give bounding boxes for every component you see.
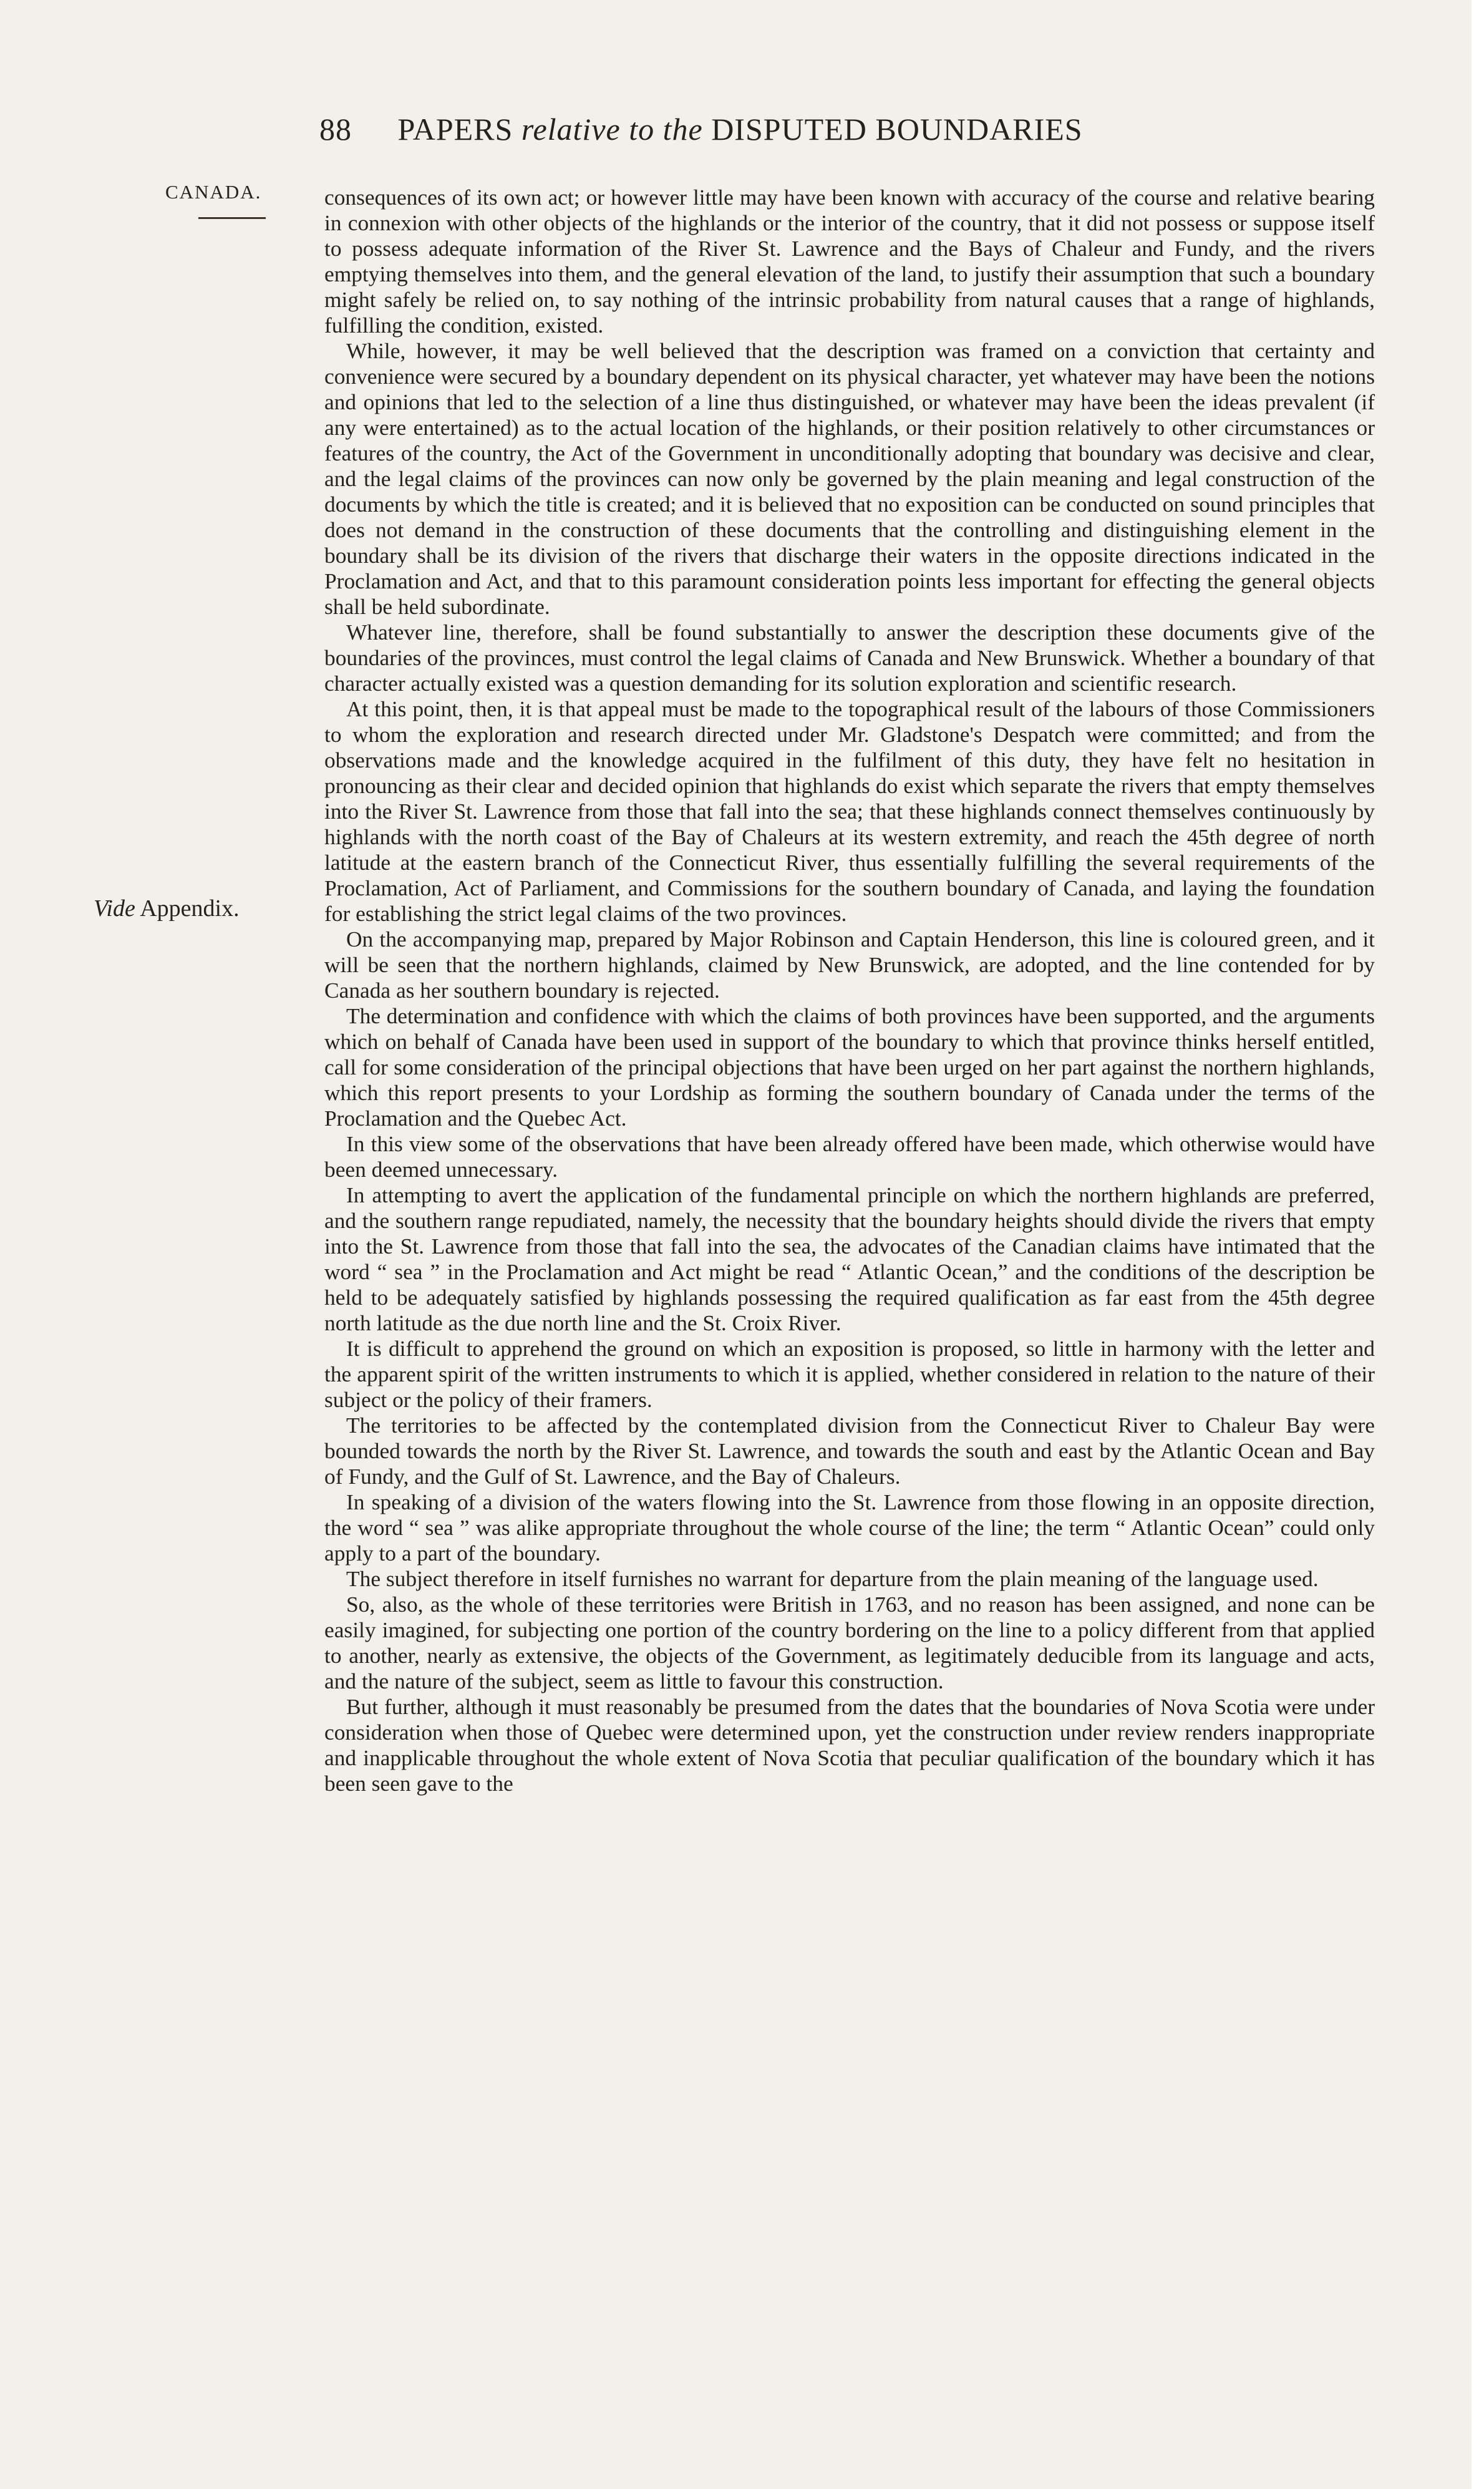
paragraph: So, also, as the whole of these territories were British in 1763, and no reason has been assigned, and none can be easily imagined, for subjecting one portion of the country bordering on the line to a policy different from that applied to another, nearly as extensive, the objects of the Government, as legitimately deducible from its language and acts, and the nature of the subject, seem as little to favour this construction. (324, 1592, 1375, 1693)
running-title-end: DISPUTED BOUNDARIES (711, 112, 1083, 147)
running-title-italic: relative to the (521, 112, 703, 147)
paragraph: Whatever line, therefore, shall be found substantially to answer the description these documents give of the boundaries of the provinces, must control the legal claims of Canada and New Brunswick. Whether a boundary of that character actually existed was a question demanding for its solution exploration and scientific research. (324, 620, 1375, 696)
paragraph: But further, although it must reasonably be presumed from the dates that the boundaries of Nova Scotia were under consideration when those of Quebec were determined upon, yet the construction under review renders inappropriate and inapplicable throughout the whole extent of Nova Scotia that peculiar qualification of the boundary which it has been seen gave to the (324, 1694, 1375, 1796)
paragraph: In speaking of a division of the waters flowing into the St. Lawrence from those flowing in an opposite direction, the word “ sea ” was alike appropriate throughout the whole course of the line; the term “ Atlantic Ocean” could only apply to a part of the boundary. (324, 1489, 1375, 1566)
page-header (319, 111, 1083, 147)
paragraph: At this point, then, it is that appeal must be made to the topographical result of the labours of those Commissioners to whom the exploration and research directed under Mr. Gladstone's Despatch were committed; and from the observations made and the knowledge acquired in the fulfilment of this duty, they have felt no hesitation in pronouncing as their clear and decided opinion that highlands do exist which separate the rivers that empty themselves into the River St. Lawrence from those that fall into the sea; that these highlands connect themselves continuously by highlands with the north coast of the Bay of Chaleurs at its western extremity, and reach the 45th degree of north latitude at the eastern branch of the Connecticut River, thus essentially fulfilling the several requirements of the Proclamation, Act of Parliament, and Commissions for the southern boundary of Canada, and laying the foundation for establishing the strict legal claims of the two provinces. (324, 696, 1375, 926)
paragraph: The subject therefore in itself furnishes no warrant for departure from the plain meaning of the language used. (346, 1566, 1319, 1591)
page-number: 88 (319, 112, 352, 147)
paragraph: In this view some of the observations that have been already offered have been made, which otherwise would have been deemed unnecessary. (324, 1131, 1375, 1182)
margin-rule (198, 217, 266, 219)
margin-note-italic: Vide (94, 895, 135, 922)
page-edge (1472, 0, 1484, 2489)
paragraph: The territories to be affected by the contemplated division from the Connecticut River to Chaleur Bay were bounded towards the north by the River St. Lawrence, and towards the south and east by the Atlantic Ocean and Bay of Fundy, and the Gulf of St. Lawrence, and the Bay of Chaleurs. (324, 1413, 1375, 1489)
margin-note (94, 895, 240, 922)
paragraph: While, however, it may be well believed that the description was framed on a conviction that certainty and convenience were secured by a boundary dependent on its physical character, yet whatever may have been the notions and opinions that led to the selection of a line thus distinguished, or whatever may have been the ideas prevalent (if any were entertained) as to the actual location of the highlands, or their position relatively to other circumstances or features of the country, the Act of the Government in unconditionally adopting that boundary was decisive and clear, and the legal claims of the provinces can now only be governed by the plain meaning and legal construction of the documents by which the title is created; and it is believed that no exposition can be conducted on sound principles that does not demand in the construction of these documents that the controlling and distinguishing element in the boundary shall be its division of the rivers that discharge their waters in the opposite directions indicated in the Proclamation and Act, and that to this paramount consideration points less important for effecting the general objects shall be held subordinate. (324, 338, 1375, 619)
margin-section-label: CANADA. (165, 181, 262, 203)
paragraph: consequences of its own act; or however little may have been known with accuracy of the course and relative bearing in connexion with other objects of the highlands or the interior of the country, that it did not possess or suppose itself to possess adequate information of the River St. Lawrence and the Bays of Chaleur and Fundy, and the rivers emptying themselves into them, and the general elevation of the land, to justify their assumption that such a boundary might safely be relied on, to say nothing of the intrinsic probability from natural causes that a range of highlands, fulfilling the condition, existed. (324, 185, 1375, 338)
running-title (398, 112, 1083, 147)
paragraph: The determination and confidence with which the claims of both provinces have been supported, and the arguments which on behalf of Canada have been used in support of the boundary to which that province thinks herself entitled, call for some consideration of the principal objections that have been urged on her part against the northern highlands, which this report presents to your Lordship as forming the southern boundary of Canada under the terms of the Proclamation and the Quebec Act. (324, 1003, 1375, 1131)
body-text (324, 185, 1375, 1796)
paragraph: In attempting to avert the application of the fundamental principle on which the northern highlands are preferred, and the southern range repudiated, namely, the necessity that the boundary heights should divide the rivers that empty into the St. Lawrence from those that fall into the sea, the advocates of the Canadian claims have intimated that the word “ sea ” in the Proclamation and Act might be read “ Atlantic Ocean,” and the conditions of the description be held to be adequately satisfied by highlands possessing the required qualification as far east from the 45th degree north latitude as the due north line and the St. Croix River. (324, 1182, 1375, 1335)
paragraph: On the accompanying map, prepared by Major Robinson and Captain Henderson, this line is coloured green, and it will be seen that the northern highlands, claimed by New Brunswick, are adopted, and the line contended for by Canada as her southern boundary is rejected. (324, 927, 1375, 1003)
running-title-start: PAPERS (397, 112, 513, 147)
margin-note-text: Appendix. (140, 895, 240, 922)
paragraph: It is difficult to apprehend the ground on which an exposition is proposed, so little in harmony with the letter and the apparent spirit of the written instruments to which it is applied, whether considered in relation to the nature of their subject or the policy of their framers. (324, 1336, 1375, 1412)
